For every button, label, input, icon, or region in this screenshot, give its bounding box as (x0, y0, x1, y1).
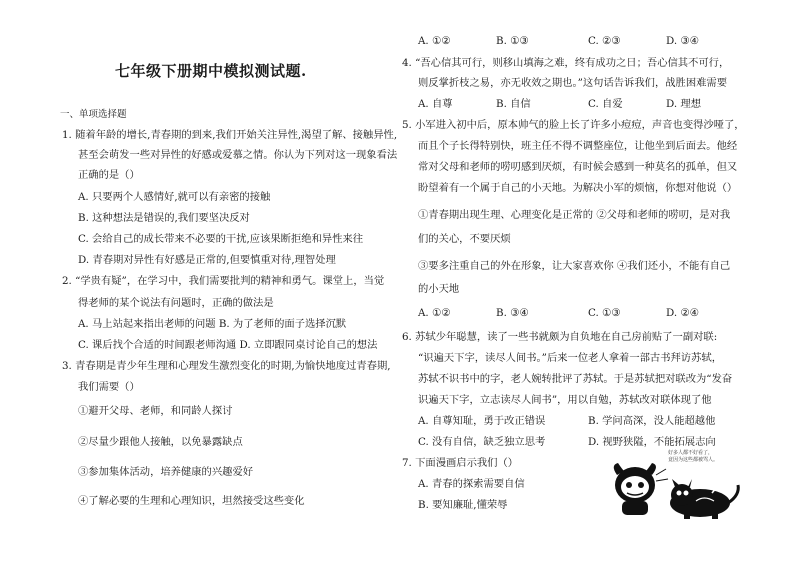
comic-caption-1: 好多人都不好看了， (668, 450, 714, 456)
q3-line-2: 我们需要（） (78, 381, 140, 393)
q5-option-b: B. ③④ (496, 307, 529, 319)
q7-option-b: B. 要知廉耻,懂荣辱 (418, 499, 508, 511)
q6-line-1: 6. 苏轼少年聪慧，读了一些书就颇为自负地在自己房前贴了一副对联: (402, 331, 718, 343)
q5-item-34: ③要多注重自己的外在形象，让大家喜欢你 ④我们还小，不能有自己 (418, 260, 731, 272)
q5-option-a: A. ①② (418, 307, 451, 319)
q1-option-c: C. 会给自己的成长带来不必要的干扰,应该果断拒绝和异性来往 (78, 233, 364, 245)
q5-item-2-cont: 们的关心，不要厌烦 (418, 233, 511, 245)
q5-option-d: D. ②④ (666, 307, 699, 319)
q5-line-1: 5. 小军进入初中后，原本帅气的脸上长了许多小痘痘，声音也变得沙哑了， (402, 119, 745, 131)
q6-line-4: 识遍天下字，立志读尽人间书”，用以自勉，苏轼改对联体现了他 (418, 394, 712, 406)
comic-animal-figure (670, 479, 738, 519)
q7-option-a: A. 青春的探索需要自信 (418, 478, 525, 490)
page-title: 七年级下册期中模拟测试题. (115, 62, 307, 80)
q4-option-d: D. 理想 (666, 98, 702, 110)
q6-line-3: 苏轼不识书中的字，老人婉转批评了苏轼。于是苏轼把对联改为“发奋 (418, 373, 733, 385)
comic-caption-2: 竟因为这些都被骂人。 (668, 457, 719, 463)
q1-option-d: D. 青春期对异性有好感是正常的,但要慎重对待,理智处理 (78, 254, 336, 266)
section-heading: 一、单项选择题 (60, 109, 127, 120)
q3-option-b: B. ①③ (496, 35, 529, 47)
q1-option-b: B. 这种想法是错误的,我们要坚决反对 (78, 212, 250, 224)
q4-option-b: B. 自信 (496, 98, 531, 110)
q3-item-4: ④了解必要的生理和心理知识，坦然接受这些变化 (78, 495, 305, 507)
q4-option-c: C. 自爱 (588, 98, 623, 110)
q3-item-1: ①避开父母、老师，和同龄人探讨 (78, 405, 233, 417)
q7-line-1: 7. 下面漫画启示我们（） (402, 457, 519, 469)
q2-line-2: 得老师的某个说法有问题时，正确的做法是 (78, 297, 274, 309)
q4-line-2: 则反掌折枝之易，亦无收效之期也。”这句话告诉我们，战胜困难需要 (418, 77, 728, 89)
comic-masked-figure (614, 463, 656, 515)
q6-option-c: C. 没有自信，缺乏独立思考 (418, 436, 546, 448)
q5-line-2: 而且个子长得特别快，班主任不得不调整座位，让他坐到后面去。他经 (418, 140, 738, 152)
q4-option-a: A. 自尊 (418, 98, 453, 110)
q1-line-3: 正确的是（） (78, 169, 140, 181)
q2-options-cd: C. 课后找个合适的时间跟老师沟通 D. 立即跟同桌讨论自己的想法 (78, 339, 378, 351)
q3-item-3: ③参加集体活动，培养健康的兴趣爱好 (78, 466, 254, 478)
q6-line-2: “识遍天下字，读尽人间书。”后来一位老人拿着一部古书拜访苏轼， (418, 352, 722, 364)
q3-item-2: ②尽量少跟他人接触，以免暴露缺点 (78, 436, 243, 448)
q5-item-4-cont: 的小天地 (418, 283, 460, 295)
q2-line-1: 2. “学贵有疑”，在学习中，我们需要批判的精神和勇气。课堂上，当觉 (62, 275, 385, 287)
q5-line-4: 盼望着有一个属于自己的小天地。为解决小军的烦恼，你想对他说（） (418, 182, 738, 194)
q3-line-1: 3. 青春期是青少年生理和心理发生激烈变化的时期,为愉快地度过青春期, (62, 360, 391, 372)
q2-options-ab: A. 马上站起来指出老师的问题 B. 为了老师的面子选择沉默 (78, 318, 347, 330)
q1-line-1: 1. 随着年龄的增长,青春期的到来,我们开始关注异性,渴望了解、接触异性, (62, 129, 398, 141)
q5-line-3: 常对父母和老师的唠叨感到厌烦，有时候会感到一种莫名的孤单，但又 (418, 161, 738, 173)
q3-option-a: A. ①② (418, 35, 451, 47)
q3-option-c: C. ②③ (588, 35, 621, 47)
q1-line-2: 甚至会萌发一些对异性的好感或爱慕之情。你认为下列对这一现象看法 (78, 149, 398, 161)
q4-line-1: 4. “吾心信其可行，则移山填海之难，终有成功之日；吾心信其不可行， (402, 57, 730, 69)
q6-option-d: D. 视野狭隘，不能拓展志向 (588, 436, 716, 448)
q5-option-c: C. ①③ (588, 307, 621, 319)
q1-option-a: A. 只要两个人感情好,就可以有亲密的接触 (78, 191, 271, 203)
q5-item-12: ①青春期出现生理、心理变化是正常的 ②父母和老师的唠叨，是对我 (418, 209, 731, 221)
comic-illustration (600, 445, 750, 525)
q6-option-b: B. 学问高深，没人能超越他 (588, 415, 716, 427)
q3-option-d: D. ③④ (666, 35, 699, 47)
q6-option-a: A. 自尊知耻，勇于改正错误 (418, 415, 546, 427)
